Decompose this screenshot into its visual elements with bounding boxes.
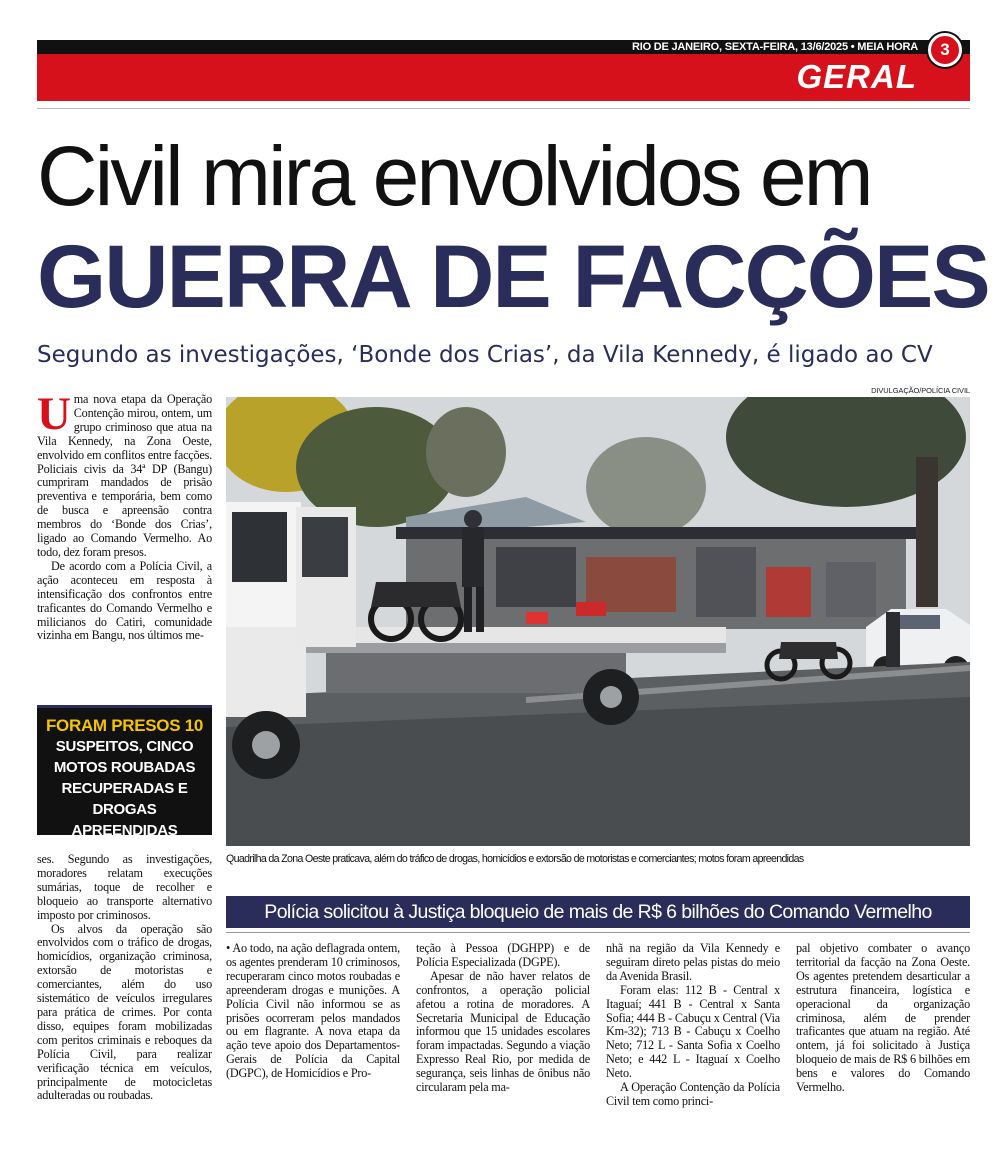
headline-line-2: GUERRA DE FACÇÕES [37, 226, 989, 326]
article-paragraph: Foram elas: 112 B - Central x Itaguaí; 441 B - Central x Santa Sofia; 444 B - Cabuçu x Central (Via Km-32); 713 B - Cabuçu x Coelho Neto; 712 L - Santa Sofia x Coelho Neto; e 442 L - Itaguaí x Coelho Neto. [606, 982, 780, 1081]
article-paragraph: De acordo com a Polícia Civil, a ação aconteceu em resposta à intensificação dos confrontos entre traficantes do Comando Vermelho e milicianos do Catiri, comunidade vizinha em Bangu, nos últimos me- [37, 558, 212, 643]
news-photo [226, 397, 970, 846]
article-column-5 [796, 942, 970, 1095]
callout-box [37, 705, 212, 839]
pull-quote-banner: Polícia solicitou à Justiça bloqueio de mais de R$ 6 bilhões do Comando Vermelho [226, 896, 970, 928]
callout-highlight: FORAM PRESOS 10 [45, 716, 204, 735]
article-column-4 [606, 942, 780, 1109]
article-column-3 [416, 942, 590, 1095]
headline-line-1: Civil mira envolvidos em [37, 129, 871, 223]
photo-caption: Quadrilha da Zona Oeste praticava, além do tráfico de drogas, homicídios e extorsão de motoristas e comerciantes; motos foram apreendidas [226, 853, 804, 865]
article-paragraph: nhã na região da Vila Kennedy e seguiram direto pelas pistas do meio da Avenida Brasil. [606, 941, 780, 983]
section-title: GERAL [796, 58, 917, 95]
article-paragraph: A Operação Contenção da Polícia Civil tem como princi- [606, 1080, 780, 1108]
article-column-2 [226, 942, 400, 1081]
article-paragraph: Os alvos da operação são envolvidos com o tráfico de drogas, homicídios, organização criminosa, extorsão de motoristas e comerciantes, além do uso sistemático de veículos irregulares para prática de crimes. Por conta disso, equipes foram mobilizadas com peritos criminais e reboques da Polícia Civil, para realizar verificação técnica em veículos, principalmente de motocicletas adulteradas ou roubadas. [37, 921, 212, 1103]
article-paragraph: ses. Segundo as investigações, moradores relatam execuções sumárias, toque de recolher e bloqueio ao transporte alternativo imposto por criminosos. [37, 852, 212, 922]
article-column-1-top [37, 388, 213, 643]
article-paragraph: • Ao todo, na ação deflagrada ontem, os agentes prenderam 10 criminosos, recuperaram cinco motos roubadas e apreenderam drogas e munições. A Polícia Civil não informou se as prisões ocorreram pelos mandados ou em flagrante. A nova etapa da ação teve apoio dos Departamentos-Gerais de Polícia da Capital (DGPC), de Homicídios e Pro- [226, 941, 400, 1081]
page-number: 3 [928, 33, 962, 67]
dateline-bar [37, 40, 970, 54]
article-paragraph: pal objetivo combater o avanço territorial da facção na Zona Oeste. Os agentes pretendem desarticular a estrutura financeira, logística e operacional da organização criminosa, além de prender traficantes que atuam na região. Até ontem, já foi solicitado à Justiça bloqueio de mais de R$ 6 bilhões em bens e valores do Comando Vermelho. [796, 941, 970, 1095]
article-paragraph: teção à Pessoa (DGHPP) e de Polícia Especializada (DGPE). [416, 941, 590, 969]
article-paragraph [37, 388, 213, 560]
photo-credit: DIVULGAÇÃO/POLÍCIA CIVIL [871, 386, 970, 395]
article-column-1-bottom [37, 853, 212, 1103]
article-paragraph: Apesar de não haver relatos de confrontos, a operação policial afetou a rotina de moradores. A Secretaria Municipal de Educação informou que 15 unidades escolares foram impactadas. Segundo a viação Expresso Real Rio, por medida de segurança, seis linhas de ônibus não circularam pela ma- [416, 968, 590, 1095]
header-divider [37, 108, 970, 109]
subheadline: Segundo as investigações, ‘Bonde dos Crias’, da Vila Kennedy, é ligado ao CV [37, 342, 933, 368]
paragraph-text: ma nova etapa da Operação Contenção mirou, ontem, um grupo criminoso que atua na Vila Kennedy, na Zona Oeste, envolvido em conflitos entre facções. Policiais civis da 34ª DP (Bangu) cumpriram mandados de prisão preventiva e temporária, bem como de busca e apreensão contra membros do ‘Bonde dos Crias’, ligado ao Comando Vermelho. Ao todo, dez foram presos. [37, 392, 213, 559]
tow-truck-scene-image [226, 397, 970, 846]
callout-body: SUSPEITOS, CINCO MOTOS ROUBADAS RECUPERADAS E DROGAS APREENDIDAS [53, 738, 196, 839]
dateline: RIO DE JANEIRO, SEXTA-FEIRA, 13/6/2025 • MEIA HORA [631, 41, 918, 53]
banner-divider [226, 932, 970, 933]
drop-cap: U [37, 388, 71, 440]
